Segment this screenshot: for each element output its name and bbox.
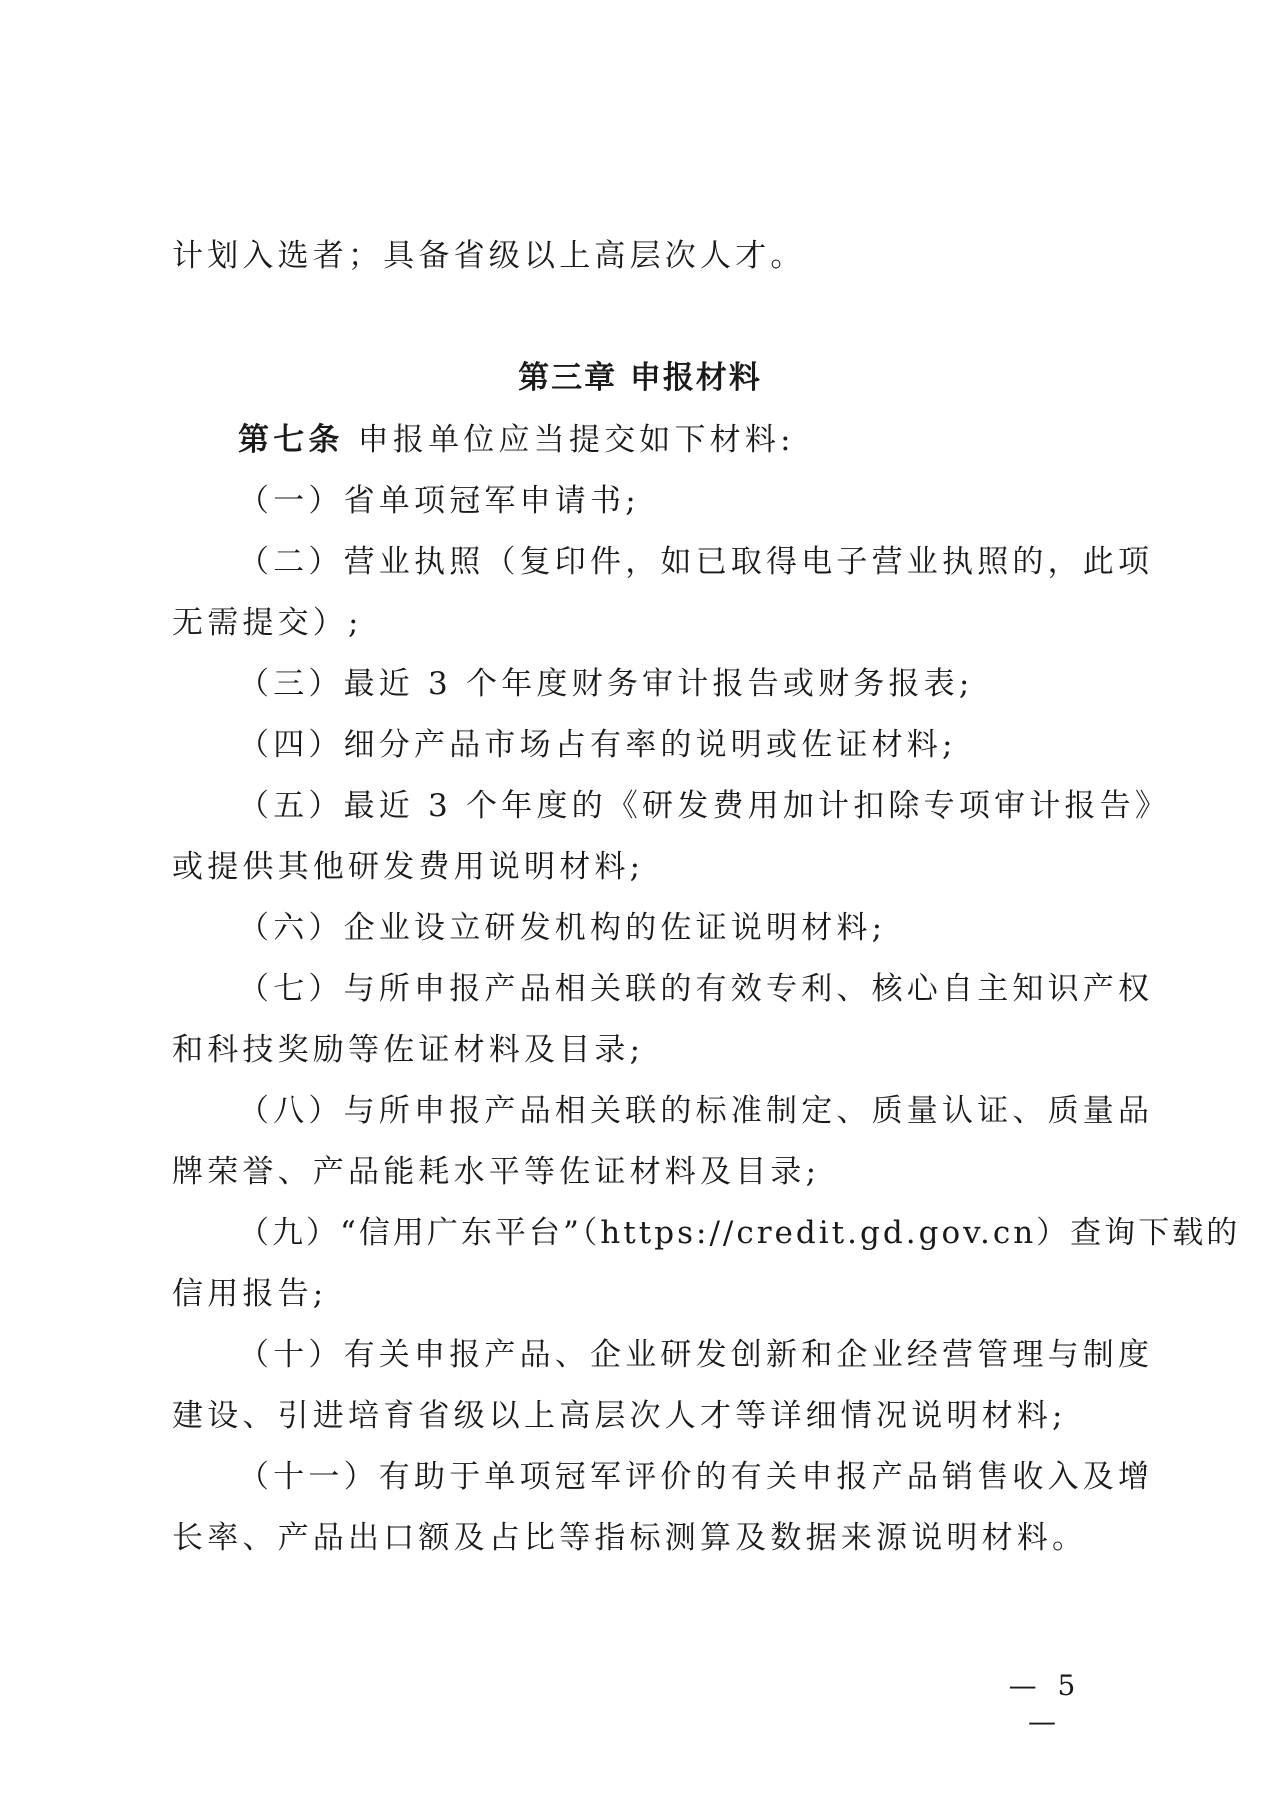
list-item-8-line-2: 牌荣誉、产品能耗水平等佐证材料及目录;: [172, 1154, 821, 1190]
list-item-2-line-1: （二）营业执照（复印件，如已取得电子营业执照的，此项: [238, 544, 1154, 580]
list-item-2-line-2: 无需提交）;: [172, 605, 363, 641]
article-label: 第七条: [238, 422, 344, 458]
list-item-5-line-2: 或提供其他研发费用说明材料;: [172, 849, 645, 885]
page-number: — 5 —: [1008, 1669, 1082, 1738]
list-item-6: （六）企业设立研发机构的佐证说明材料;: [238, 910, 887, 946]
list-item-7-line-1: （七）与所申报产品相关联的有效专利、核心自主知识产权: [238, 971, 1154, 1007]
list-item-9-line-2: 信用报告;: [172, 1276, 328, 1312]
continuation-text: 计划入选者；具备省级以上高层次人才。: [172, 238, 806, 274]
list-item-11-line-1: （十一）有助于单项冠军评价的有关申报产品销售收入及增: [238, 1459, 1154, 1495]
list-item-9-line-1: （九）“信用广东平台”（https://credit.gd.gov.cn）查询下载的: [238, 1215, 1241, 1251]
list-item-5-line-1: （五）最近 3 个年度的《研发费用加计扣除专项审计报告》: [238, 788, 1171, 824]
list-item-10-line-2: 建设、引进培育省级以上高层次人才等详细情况说明材料;: [172, 1398, 1067, 1434]
article-seven: [238, 420, 1188, 460]
list-item-7-line-2: 和科技奖励等佐证材料及目录;: [172, 1032, 645, 1068]
list-item-10-line-1: （十）有关申报产品、企业研发创新和企业经营管理与制度: [238, 1337, 1154, 1373]
list-item-3: （三）最近 3 个年度财务审计报告或财务报表;: [238, 666, 974, 702]
list-item-1: （一）省单项冠军申请书;: [238, 483, 640, 519]
list-item-8-line-1: （八）与所申报产品相关联的标准制定、质量认证、质量品: [238, 1093, 1154, 1129]
chapter-heading: 第三章 申报材料: [518, 360, 762, 396]
list-item-4: （四）细分产品市场占有率的说明或佐证材料;: [238, 727, 957, 763]
article-intro: 申报单位应当提交如下材料:: [357, 422, 795, 458]
list-item-11-line-2: 长率、产品出口额及占比等指标测算及数据来源说明材料。: [172, 1520, 1088, 1556]
